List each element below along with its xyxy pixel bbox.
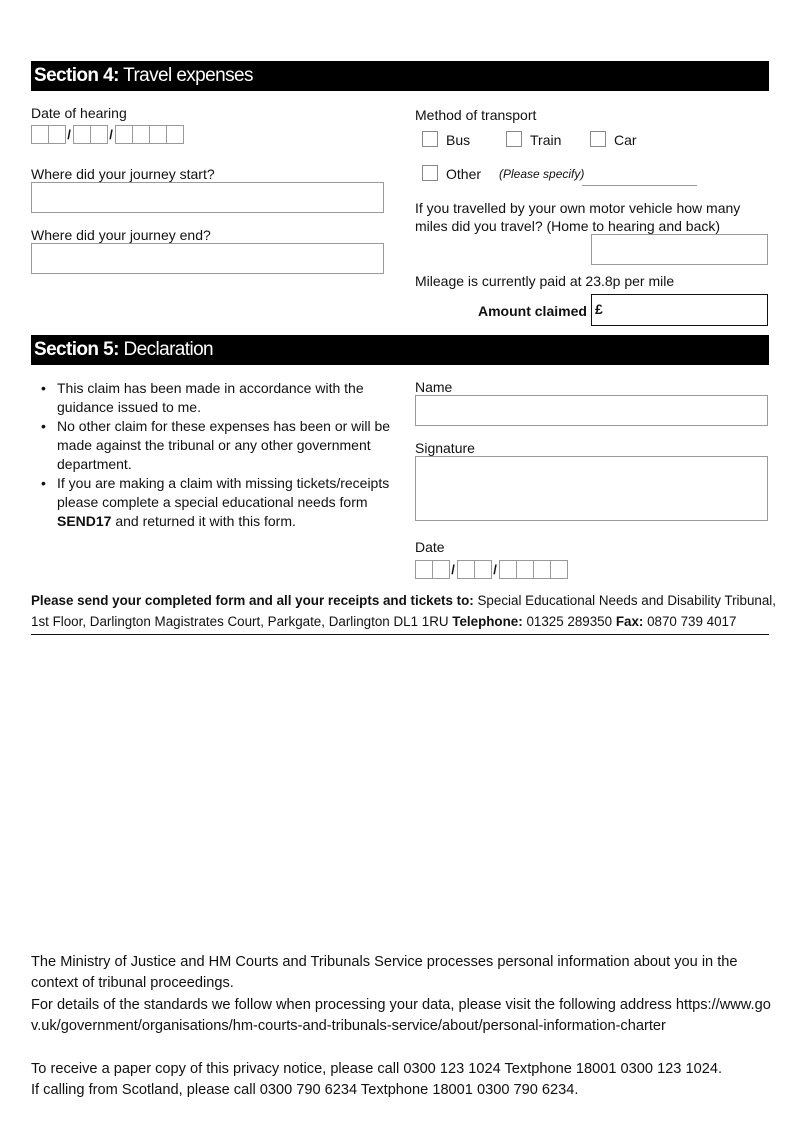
please-specify-label: (Please specify) xyxy=(499,167,585,181)
year-digit-3[interactable] xyxy=(149,125,167,144)
declaration-item: • This claim has been made in accordance with the guidance issued to me. xyxy=(41,380,364,415)
section-5-header xyxy=(31,335,769,365)
declaration-list xyxy=(31,379,391,531)
signature-label: Signature xyxy=(415,440,475,456)
other-checkbox[interactable] xyxy=(422,165,438,181)
car-label: Car xyxy=(614,132,637,148)
bullet-dot: • xyxy=(41,475,46,491)
declaration-date-label: Date xyxy=(415,539,445,555)
declaration-item: • No other claim for these expenses has been or will be made against the tribunal or any other government department. xyxy=(41,418,391,472)
year-digit-3[interactable] xyxy=(533,560,551,579)
section-5-title: Declaration xyxy=(123,339,214,360)
telephone-label: Telephone: xyxy=(452,614,523,629)
date-separator: / xyxy=(109,127,113,142)
declaration-date-input[interactable] xyxy=(415,559,567,580)
date-of-hearing-input[interactable] xyxy=(31,124,183,145)
day-digit-2[interactable] xyxy=(48,125,66,144)
amount-claimed-label: Amount claimed xyxy=(478,303,587,319)
date-separator: / xyxy=(451,562,455,577)
section-4-title: Travel expenses xyxy=(123,65,253,86)
year-digit-1[interactable] xyxy=(499,560,517,579)
year-digit-4[interactable] xyxy=(166,125,184,144)
vehicle-miles-question: If you travelled by your own motor vehicle how many miles did you travel? (Home to hearing and back) xyxy=(415,200,741,234)
year-digit-2[interactable] xyxy=(516,560,534,579)
section-4-number: Section 4: xyxy=(34,65,119,86)
day-digit-1[interactable] xyxy=(31,125,49,144)
journey-start-field[interactable] xyxy=(31,182,384,213)
name-label: Name xyxy=(415,379,453,395)
other-specify-field[interactable] xyxy=(582,185,697,186)
train-label: Train xyxy=(530,132,562,148)
privacy-scotland-line: If calling from Scotland, please call 0300 790 6234 Textphone 18001 0300 790 6234. xyxy=(31,1082,579,1098)
year-digit-2[interactable] xyxy=(132,125,150,144)
privacy-paragraph-1: The Ministry of Justice and HM Courts and Tribunals Service processes personal information about you in the context of tribunal proceedings. xyxy=(31,954,738,991)
bus-checkbox[interactable] xyxy=(422,131,438,147)
day-digit-2[interactable] xyxy=(432,560,450,579)
signature-field[interactable] xyxy=(415,456,768,521)
day-digit-1[interactable] xyxy=(415,560,433,579)
send-lead: Please send your completed form and all your receipts and tickets to: xyxy=(31,593,474,608)
amount-claimed-field[interactable] xyxy=(591,294,768,326)
bus-label: Bus xyxy=(446,132,471,148)
method-of-transport-label: Method of transport xyxy=(415,107,537,123)
telephone-number: 01325 289350 xyxy=(526,614,613,629)
car-checkbox[interactable] xyxy=(590,131,606,147)
date-of-hearing-label: Date of hearing xyxy=(31,105,127,121)
privacy-paragraph-3 xyxy=(31,1059,776,1101)
month-digit-1[interactable] xyxy=(73,125,91,144)
pound-sign: £ xyxy=(595,301,603,317)
tribunal-address: Special Educational Needs and Disability Tribunal, 1st Floor, Darlington Magistrates Court, Parkgate, Darlington DL1 1RU xyxy=(31,593,776,629)
year-digit-4[interactable] xyxy=(550,560,568,579)
train-checkbox[interactable] xyxy=(506,131,522,147)
year-digit-1[interactable] xyxy=(115,125,133,144)
fax-number: 0870 739 4017 xyxy=(647,614,737,629)
journey-start-label: Where did your journey start? xyxy=(31,166,215,182)
section-5-number: Section 5: xyxy=(34,339,119,360)
mileage-rate-note: Mileage is currently paid at 23.8p per mile xyxy=(415,273,675,289)
date-separator: / xyxy=(67,127,71,142)
other-label: Other xyxy=(446,166,482,182)
month-digit-2[interactable] xyxy=(474,560,492,579)
declaration-item: • If you are making a claim with missing tickets/receipts please complete a special educational needs form SEND17 and returned it with this form. xyxy=(41,475,390,529)
bullet-dot: • xyxy=(41,418,46,434)
journey-end-label: Where did your journey end? xyxy=(31,227,211,243)
privacy-phone-line: To receive a paper copy of this privacy notice, please call 0300 123 1024 Textphone 18001 0300 123 1024. xyxy=(31,1061,722,1077)
date-separator: / xyxy=(493,562,497,577)
bullet-dot: • xyxy=(41,380,46,396)
privacy-paragraph-2: For details of the standards we follow when processing your data, please visit the following address https://www.gov.uk/government/organisations/hm-courts-and-tribunals-service/about/personal-information-charter xyxy=(31,997,771,1034)
month-digit-1[interactable] xyxy=(457,560,475,579)
section-4-header xyxy=(31,61,769,91)
miles-travelled-field[interactable] xyxy=(591,234,768,265)
name-field[interactable] xyxy=(415,395,768,426)
month-digit-2[interactable] xyxy=(90,125,108,144)
send-instructions xyxy=(31,590,776,632)
journey-end-field[interactable] xyxy=(31,243,384,274)
divider xyxy=(31,634,769,635)
fax-label: Fax: xyxy=(615,614,644,629)
send17-form-ref: SEND17 xyxy=(57,513,112,529)
